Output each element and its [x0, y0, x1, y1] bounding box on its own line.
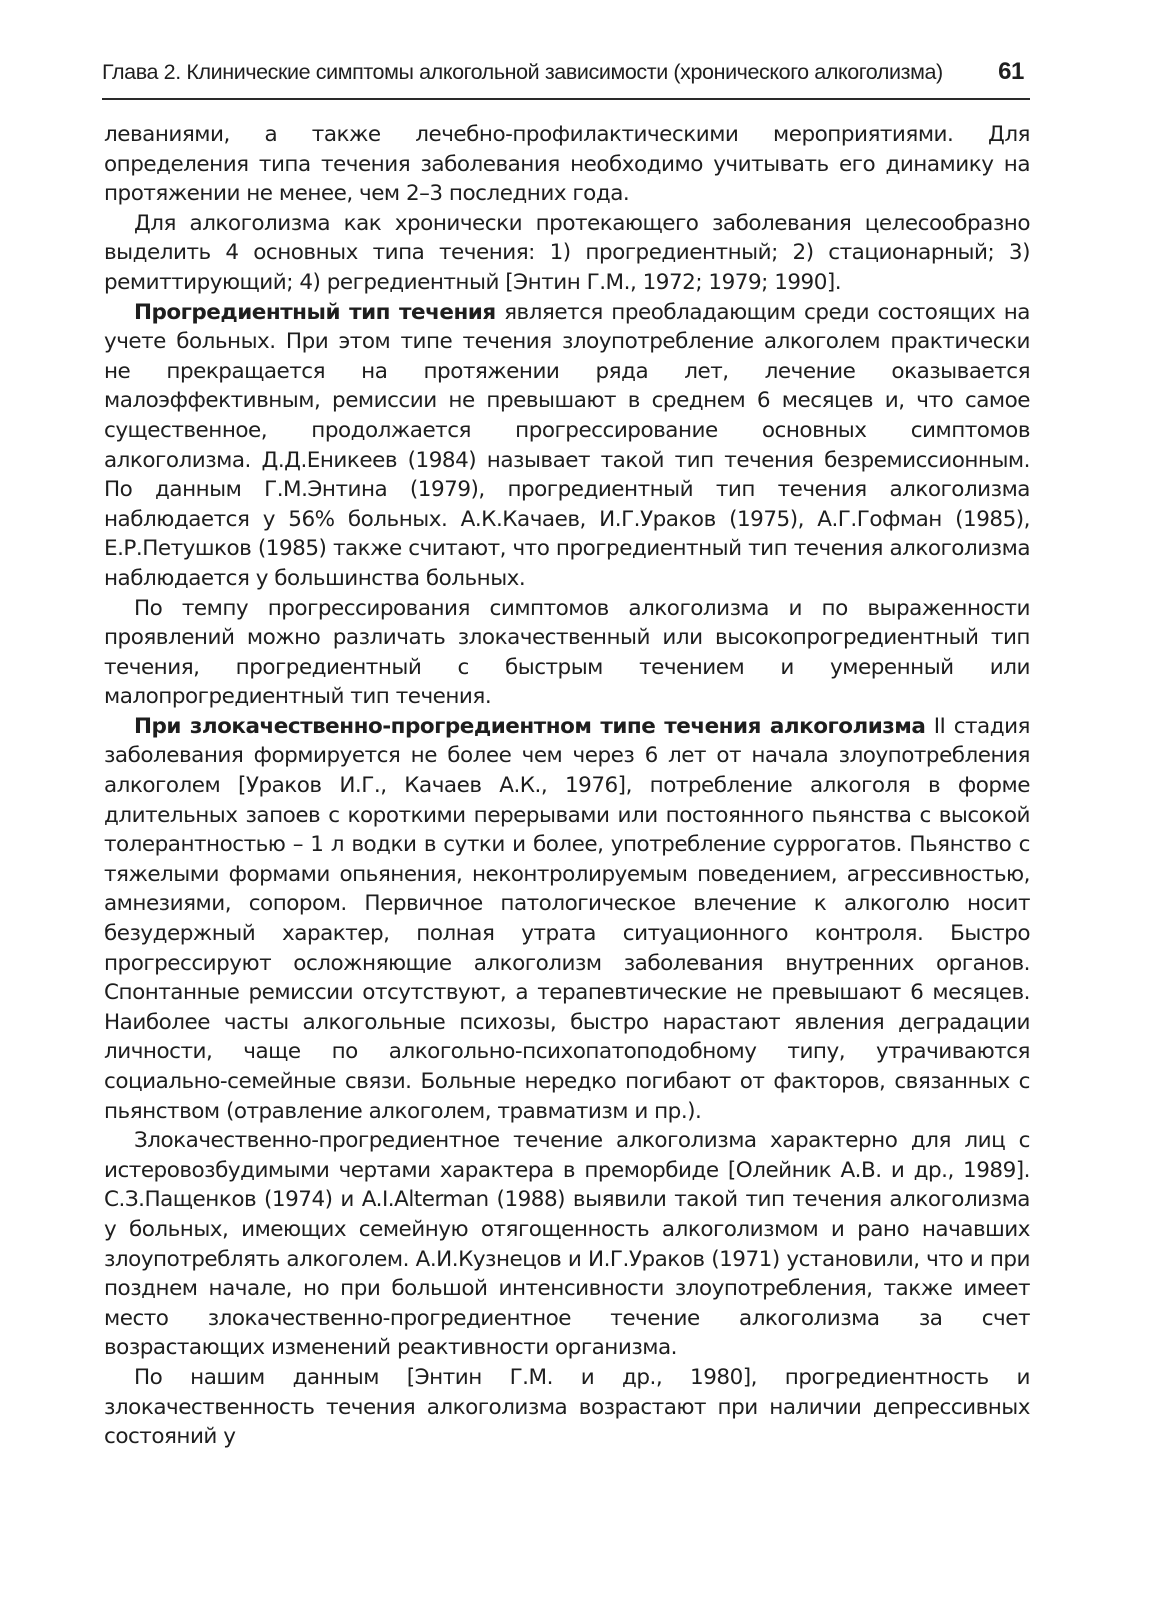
paragraph-text: II стадия заболевания формируется не более чем через 6 лет от начала злоупотребления алкоголем [Ураков И.Г., Качаев А.К., 1976], потребление алкоголя в форме длительных запоев с короткими перерывами или постоянного пьянства с высокой толерантностью – 1 л водки в сутки и более, употребление суррогатов. Пьянство с тяжелыми формами опьянения, неконтролируемым поведением, агрессивностью, амнезиями, сопором. Первичное патологическое влечение к алкоголю носит безудержный характер, полная утрата ситуационного контроля. Быстро прогрессируют осложняющие алкоголизм заболевания внутренних органов. Спонтанные ремиссии отсутствуют, а терапевтические не превышают 6 месяцев. Наиболее часты алкогольные психозы, быстро нарастают явления деградации личности, чаще по алкогольно-психопатоподобному типу, утрачиваются социально-семейные связи. Больные нередко погибают от факторов, связанных с пьянством (отравление алкоголем, травматизм и пр.).: [104, 713, 1030, 1124]
paragraph: [104, 120, 1030, 209]
body-text: [104, 120, 1030, 1452]
page-number: 61: [998, 58, 1024, 85]
paragraph-lead-heading: При злокачественно-прогредиентном типе течения алкоголизма: [134, 713, 926, 739]
paragraph-text: является преобладающим среди состоящих на учете больных. При этом типе течения злоупотребление алкоголем практически не прекращается на протяжении ряда лет, лечение оказывается малоэффективным, ремиссии не превышают в среднем 6 месяцев и, что самое существенное, продолжается прогрессирование основных симптомов алкоголизма. Д.Д.Еникеев (1984) называет такой тип течения безремиссионным. По данным Г.М.Энтина (1979), прогредиентный тип течения алкоголизма наблюдается у 56% больных. А.К.Качаев, И.Г.Ураков (1975), А.Г.Гофман (1985), Е.Р.Петушков (1985) также считают, что прогредиентный тип течения алкоголизма наблюдается у большинства больных.: [104, 299, 1030, 591]
paragraph-text: Злокачественно-прогредиентное течение алкоголизма характерно для лиц с истеровозбудимыми чертами характера в преморбиде [Олейник А.В. и др., 1989]. С.З.Пащенков (1974) и A.I.Alterman (1988) выявили такой тип течения алкоголизма у больных, имеющих семейную отягощенность алкоголизмом и рано начавших злоупотреблять алкоголем. А.И.Кузнецов и И.Г.Ураков (1971) установили, что и при позднем начале, но при большой интенсивности злоупотребления, также имеет место злокачественно-прогредиентное течение алкоголизма за счет возрастающих изменений реактивности организма.: [104, 1128, 1030, 1361]
paragraph: [104, 594, 1030, 712]
paragraph-lead-heading: Прогредиентный тип течения: [134, 299, 496, 325]
paragraph-text: леваниями, а также лечебно-профилактическими мероприятиями. Для определения типа течения заболевания необходимо учитывать его динамику на протяжении не менее, чем 2–3 последних года.: [104, 122, 1030, 207]
paragraph: [104, 209, 1030, 298]
paragraph: [104, 298, 1030, 594]
paragraph: [104, 1363, 1030, 1452]
paragraph: [104, 1126, 1030, 1363]
running-head: [102, 52, 1030, 100]
paragraph: [104, 712, 1030, 1126]
paragraph-text: Для алкоголизма как хронически протекающего заболевания целесообразно выделить 4 основных типа течения: 1) прогредиентный; 2) стационарный; 3) ремиттирующий; 4) регредиентный [Энтин Г.М., 1972; 1979; 1990].: [104, 210, 1030, 295]
chapter-title: Глава 2. Клинические симптомы алкогольной зависимости (хронического алкоголизма): [102, 60, 943, 84]
paragraph-text: По темпу прогрессирования симптомов алкоголизма и по выраженности проявлений можно различать злокачественный или высокопрогредиентный тип течения, прогредиентный с быстрым течением и умеренный или малопрогредиентный тип течения.: [104, 595, 1030, 710]
paragraph-text: По нашим данным [Энтин Г.М. и др., 1980], прогредиентность и злокачественность течения алкоголизма возрастают при наличии депрессивных состояний у: [104, 1364, 1030, 1450]
